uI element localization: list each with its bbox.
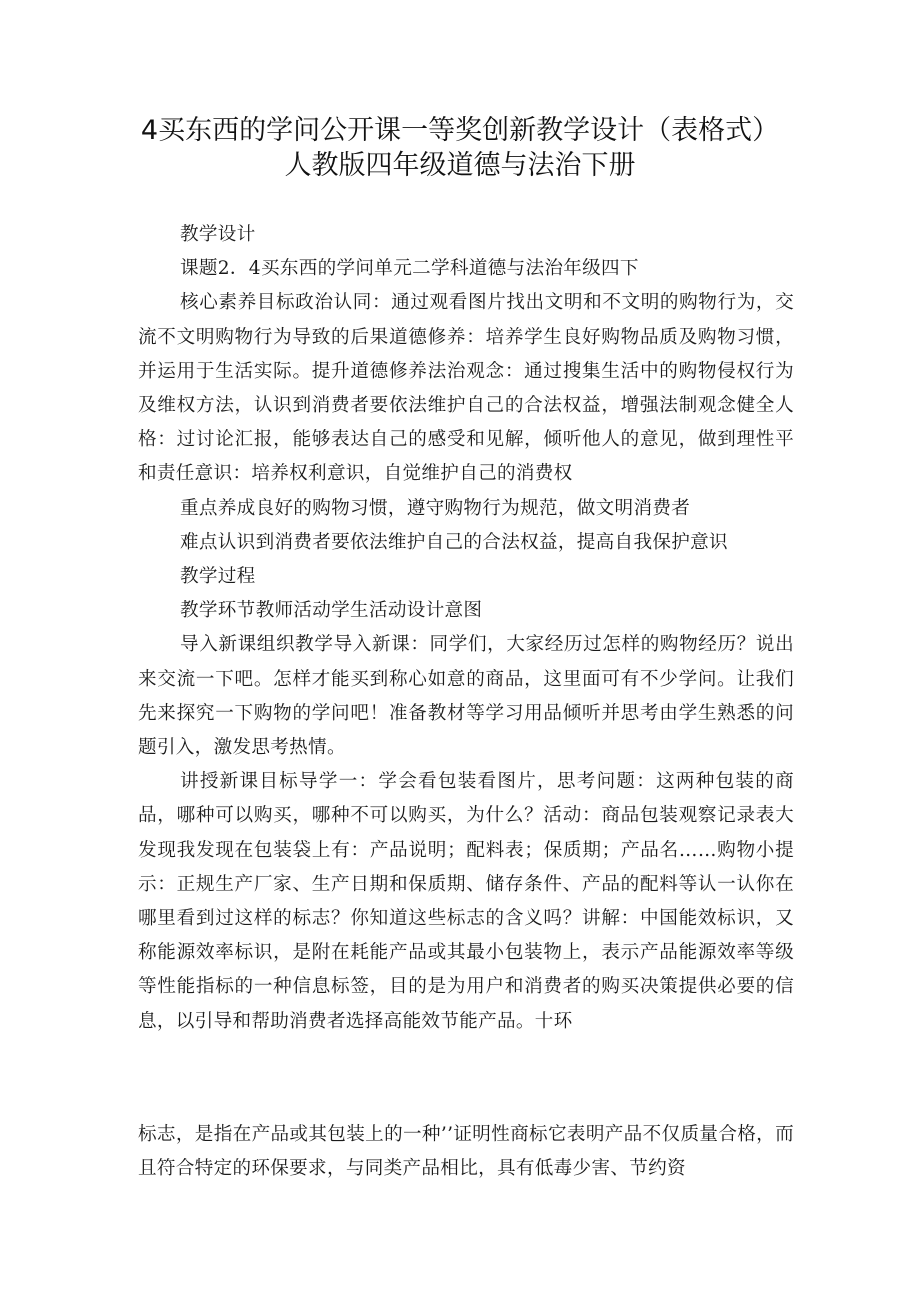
core-literacy-goals: 核心素养目标政治认同：通过观看图片找出文明和不文明的购物行为，交流不文明购物行为导致的后果道德修养：培养学生良好购物品质及购物习惯，并运用于生活实际。提升道德修养法治观念：通过搜集生活中的购物侵权行为及维权方法，认识到消费者要依法维护自己的合法权益，增强法制观念健全人格：过讨论汇报，能够表达自己的感受和见解，倾听他人的意见，做到理性平和责任意识：培养权利意识，自觉维护自己的消费权 [138, 292, 794, 485]
section-heading-teaching-process: 教学过程 [180, 566, 256, 588]
teaching-section: 讲授新课目标导学一：学会看包装看图片，思考问题：这两种包装的商品，哪种可以购买，哪种不可以购买，为什么？活动：商品包装观察记录表大发现我发现在包装袋上有：产品说明；配料表；保质期；产品名……购物小提示：正规生产厂家、生产日期和保质期、储存条件、产品的配料等认一认你在哪里看到过这样的标志？你知道这些标志的含义吗？讲解：中国能效标识，又称能源效率标识，是附在耗能产品或其最小包装物上，表示产品能源效率等级等性能指标的一种信息标签，目的是为用户和消费者的购买决策提供必要的信息，以引导和帮助消费者选择高能效节能产品。十环 [138, 771, 794, 1032]
key-points: 重点养成良好的购物习惯，遵守购物行为规范，做文明消费者 [180, 497, 691, 519]
continuation-paragraph: 标志，是指在产品或其包装上的一种’’证明性商标它表明产品不仅质量合格，而且符合特定的环保要求，与同类产品相比，具有低毒少害、节约资 [138, 1124, 794, 1180]
document-body-continued [138, 1118, 794, 1186]
document-body [138, 218, 794, 1039]
lesson-info: 课题2．4买东西的学问单元二学科道德与法治年级四下 [180, 258, 639, 280]
difficult-points: 难点认识到消费者要依法维护自己的合法权益，提高自我保护意识 [180, 531, 728, 553]
section-heading-teaching-design: 教学设计 [180, 224, 256, 245]
document-title-line-1: 4买东西的学问公开课一等奖创新教学设计（表格式） [140, 115, 780, 146]
document-title-line-2: 人教版四年级道德与法治下册 [284, 150, 636, 181]
table-header-row: 教学环节教师活动学生活动设计意图 [180, 600, 483, 622]
intro-section: 导入新课组织教学导入新课：同学们，大家经历过怎样的购物经历？说出来交流一下吧。怎样才能买到称心如意的商品，这里面可有不少学问。让我们先来探究一下购物的学问吧！准备教材等学习用品倾听并思考由学生熟悉的问题引入，激发思考热情。 [138, 634, 794, 759]
